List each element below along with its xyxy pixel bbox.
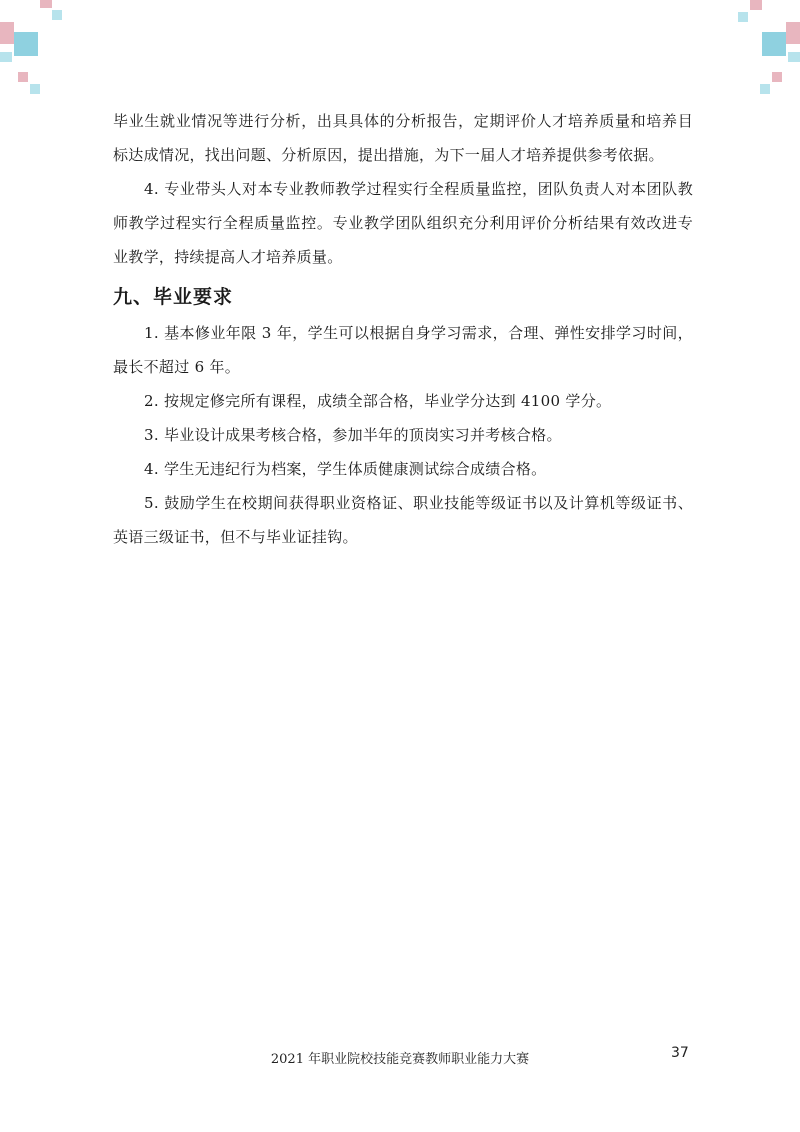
requirement-item-1: 1. 基本修业年限 3 年，学生可以根据自身学习需求，合理、弹性安排学习时间，最长不超过 6 年。	[113, 324, 693, 376]
requirement-item-3: 3. 毕业设计成果考核合格，参加半年的顶岗实习并考核合格。	[144, 426, 562, 444]
requirement-item-5: 5. 鼓励学生在校期间获得职业资格证、职业技能等级证书以及计算机等级证书、英语三级证书，但不与毕业证挂钩。	[113, 494, 693, 546]
decor-square	[772, 72, 782, 82]
requirement-item-2: 2. 按规定修完所有课程，成绩全部合格，毕业学分达到 4100 学分。	[144, 392, 612, 410]
decor-square	[762, 32, 786, 56]
decor-square	[18, 72, 28, 82]
decor-square	[40, 0, 52, 8]
decor-square	[760, 84, 770, 94]
section-heading: 九、毕业要求	[113, 286, 234, 308]
footer-title: 2021 年职业院校技能竞赛教师职业能力大赛	[270, 1052, 530, 1067]
decor-square	[750, 0, 762, 10]
decor-square	[738, 12, 748, 22]
decor-square	[0, 52, 12, 62]
decor-square	[30, 84, 40, 94]
decor-square	[52, 10, 62, 20]
page-content	[113, 104, 693, 554]
decor-square	[14, 32, 38, 56]
paragraph-item-4: 4. 专业带头人对本专业教师教学过程实行全程质量监控，团队负责人对本团队教师教学过程实行全程质量监控。专业教学团队组织充分利用评价分析结果有效改进专业教学，持续提高人才培养质量。	[113, 180, 693, 266]
decor-square	[788, 52, 800, 62]
requirement-item-4: 4. 学生无违纪行为档案，学生体质健康测试综合成绩合格。	[144, 460, 547, 478]
paragraph-continuation: 毕业生就业情况等进行分析，出具具体的分析报告，定期评价人才培养质量和培养目标达成情况，找出问题、分析原因，提出措施，为下一届人才培养提供参考依据。	[113, 112, 693, 164]
decor-square	[786, 22, 800, 44]
decor-square	[0, 22, 14, 44]
page-number: 37	[671, 1045, 689, 1061]
